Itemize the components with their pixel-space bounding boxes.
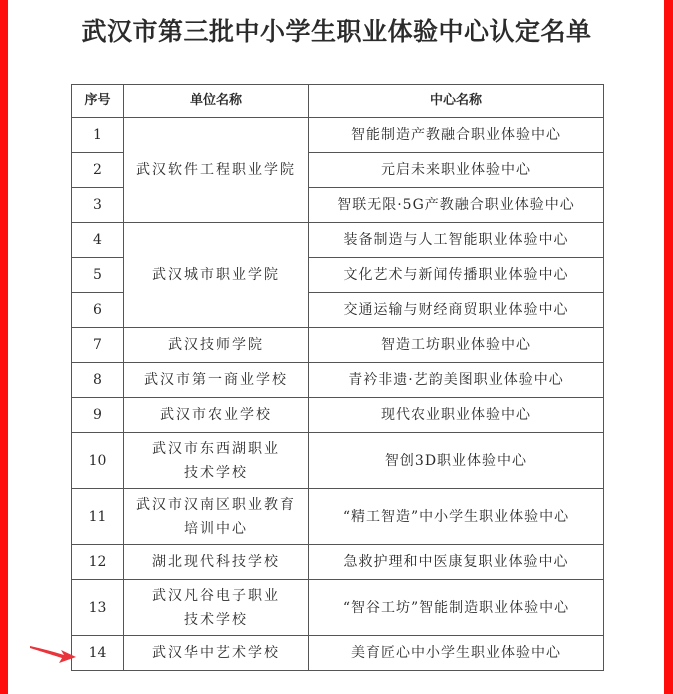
row-number: 3 [72, 188, 124, 223]
center-name: 现代农业职业体验中心 [309, 398, 604, 433]
unit-name [124, 580, 309, 636]
row-number: 5 [72, 258, 124, 293]
unit-name [124, 489, 309, 545]
row-number: 2 [72, 153, 124, 188]
row-number: 11 [72, 489, 124, 545]
center-name: 美育匠心中小学生职业体验中心 [309, 636, 604, 671]
certification-table [71, 84, 604, 671]
row-number: 6 [72, 293, 124, 328]
row-number: 14 [72, 636, 124, 671]
unit-name: 武汉华中艺术学校 [124, 636, 309, 671]
center-name: 智创3D职业体验中心 [309, 433, 604, 489]
header-serial-no: 序号 [72, 85, 124, 118]
unit-name-line: 武汉市东西湖职业 [152, 440, 280, 457]
unit-name-line: 技术学校 [184, 611, 248, 628]
unit-name: 武汉市农业学校 [124, 398, 309, 433]
unit-name-line: 培训中心 [184, 520, 248, 537]
row-number: 9 [72, 398, 124, 433]
unit-name: 武汉软件工程职业学院 [124, 118, 309, 223]
center-name: 青衿非遗·艺韵美图职业体验中心 [309, 363, 604, 398]
right-red-frame [664, 0, 673, 694]
unit-name [124, 433, 309, 489]
table-row [72, 363, 604, 398]
header-unit-name: 单位名称 [124, 85, 309, 118]
table-row [72, 398, 604, 433]
row-number: 12 [72, 545, 124, 580]
unit-name: 武汉市第一商业学校 [124, 363, 309, 398]
unit-name: 武汉城市职业学院 [124, 223, 309, 328]
table-row [72, 580, 604, 636]
center-name: “精工智造”中小学生职业体验中心 [309, 489, 604, 545]
center-name: 智造工坊职业体验中心 [309, 328, 604, 363]
table-row [72, 223, 604, 258]
row-number: 4 [72, 223, 124, 258]
unit-name: 武汉技师学院 [124, 328, 309, 363]
row-number: 1 [72, 118, 124, 153]
unit-name-line: 技术学校 [184, 464, 248, 481]
table-header-row [72, 85, 604, 118]
center-name: 元启未来职业体验中心 [309, 153, 604, 188]
table-row [72, 433, 604, 489]
center-name: 智能制造产教融合职业体验中心 [309, 118, 604, 153]
unit-name-line: 武汉市汉南区职业教育 [136, 496, 296, 513]
table-row [72, 545, 604, 580]
left-red-frame [0, 0, 8, 694]
table-row [72, 118, 604, 153]
table-row [72, 489, 604, 545]
center-name: 智联无限·5G产教融合职业体验中心 [309, 188, 604, 223]
unit-name: 湖北现代科技学校 [124, 545, 309, 580]
center-name: 急救护理和中医康复职业体验中心 [309, 545, 604, 580]
red-arrow-icon [28, 640, 78, 670]
row-number: 7 [72, 328, 124, 363]
table-row [72, 636, 604, 671]
row-number: 13 [72, 580, 124, 636]
center-name: 文化艺术与新闻传播职业体验中心 [309, 258, 604, 293]
center-name: “智谷工坊”智能制造职业体验中心 [309, 580, 604, 636]
unit-name-line: 武汉凡谷电子职业 [152, 587, 280, 604]
center-name: 交通运输与财经商贸职业体验中心 [309, 293, 604, 328]
row-number: 8 [72, 363, 124, 398]
document-title: 武汉市第三批中小学生职业体验中心认定名单 [81, 17, 592, 46]
row-number: 10 [72, 433, 124, 489]
header-center-name: 中心名称 [309, 85, 604, 118]
table-row [72, 328, 604, 363]
center-name: 装备制造与人工智能职业体验中心 [309, 223, 604, 258]
